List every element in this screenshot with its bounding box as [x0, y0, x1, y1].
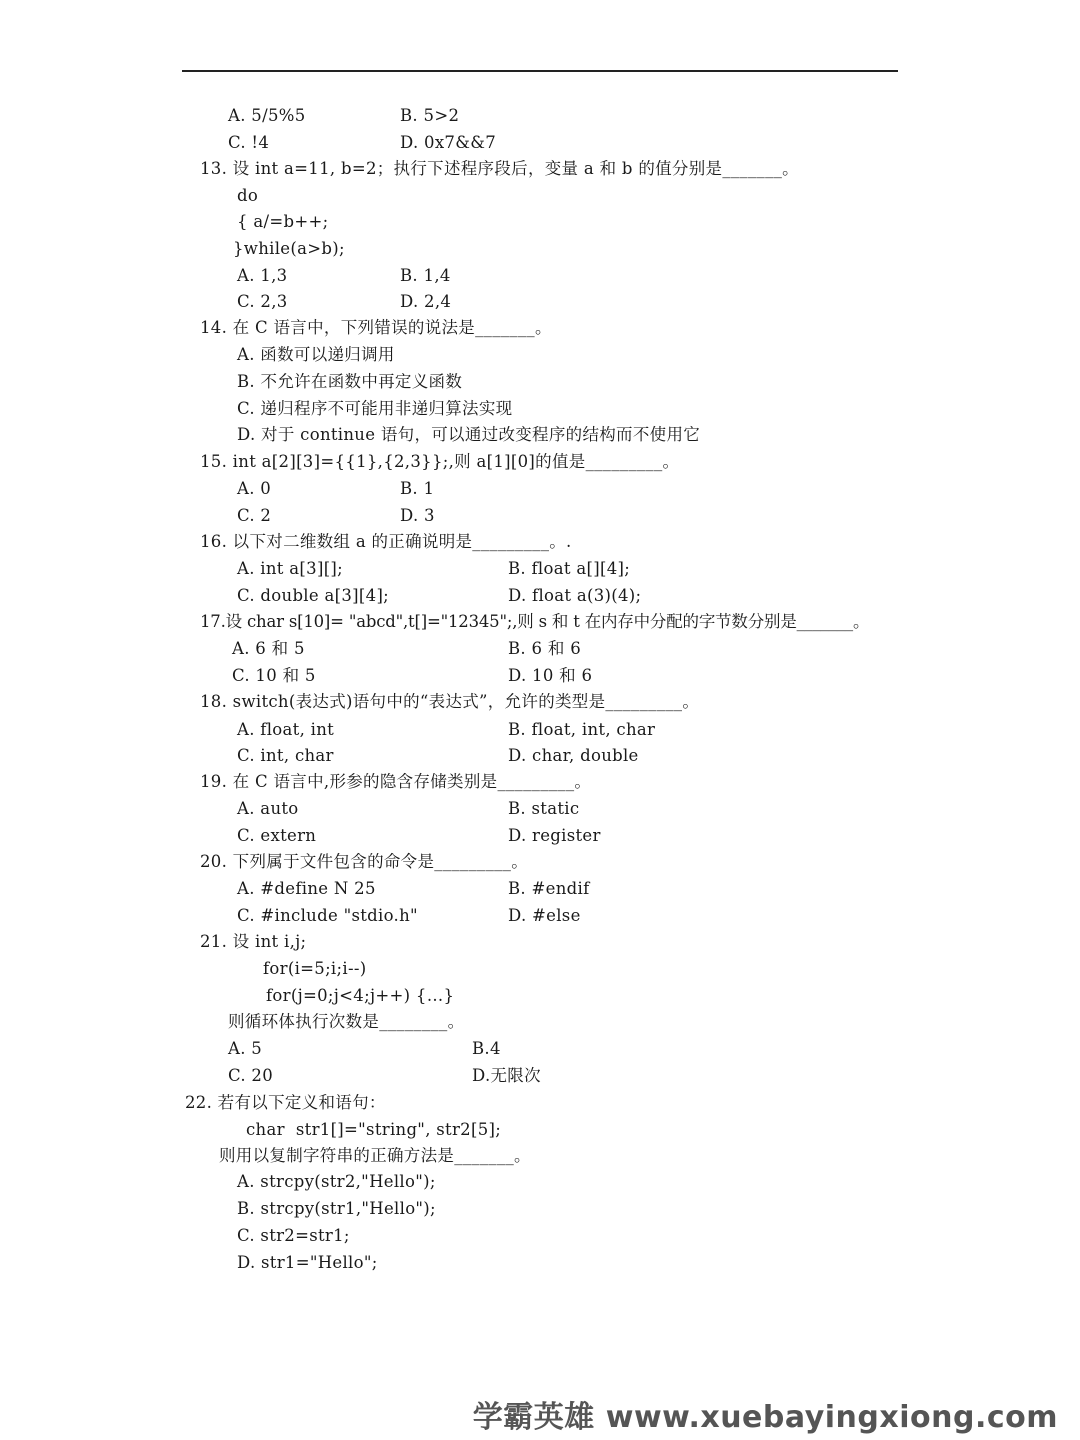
option-q14-d: D. 对于 continue 语句，可以通过改变程序的结构而不使用它 — [237, 425, 701, 444]
option-q15-d: D. 3 — [400, 506, 435, 525]
question-20: 20. 下列属于文件包含的命令是_________。 — [200, 852, 529, 871]
code-line: for(i=5;i;i--) — [263, 959, 367, 978]
option-q21-d: D.无限次 — [472, 1066, 541, 1085]
option-q17-c: C. 10 和 5 — [232, 666, 316, 685]
question-22-prompt: 则用以复制字符串的正确方法是_______。 — [219, 1146, 531, 1165]
option-q19-a: A. auto — [237, 799, 299, 818]
option-q14-b: B. 不允许在函数中再定义函数 — [237, 372, 463, 391]
option-q15-b: B. 1 — [400, 479, 435, 498]
question-21: 21. 设 int i,j; — [200, 932, 307, 951]
question-15: 15. int a[2][3]={{1},{2,3}};,则 a[1][0]的值是_________。 — [200, 452, 680, 471]
option-q17-a: A. 6 和 5 — [232, 639, 305, 658]
option-q22-a: A. strcpy(str2,"Hello"); — [237, 1172, 436, 1191]
option-q13-b: B. 1,4 — [400, 266, 451, 285]
option-q22-d: D. str1="Hello"; — [237, 1253, 378, 1272]
option-q16-d: D. float a(3)(4); — [508, 586, 642, 605]
code-line: for(j=0;j<4;j++) {…} — [266, 986, 455, 1005]
option-q21-c: C. 20 — [228, 1066, 274, 1085]
option-q12-a: A. 5/5%5 — [228, 106, 306, 125]
option-q13-c: C. 2,3 — [237, 292, 288, 311]
option-q17-b: B. 6 和 6 — [508, 639, 582, 658]
question-18: 18. switch(表达式)语句中的“表达式”，允许的类型是_________。 — [200, 692, 700, 711]
option-q18-b: B. float, int, char — [508, 720, 656, 739]
option-q16-b: B. float a[][4]; — [508, 559, 631, 578]
code-line: do — [237, 186, 259, 205]
option-q20-c: C. #include "stdio.h" — [237, 906, 418, 925]
option-q12-c: C. !4 — [228, 133, 270, 152]
option-q19-c: C. extern — [237, 826, 317, 845]
question-19: 19. 在 C 语言中,形参的隐含存储类别是_________。 — [200, 772, 592, 791]
code-line: }while(a>b); — [233, 239, 345, 258]
option-q19-b: B. static — [508, 799, 580, 818]
option-q21-b: B.4 — [472, 1039, 501, 1058]
question-21-prompt: 则循环体执行次数是________。 — [228, 1012, 465, 1031]
option-q18-c: C. int, char — [237, 746, 334, 765]
option-q22-b: B. strcpy(str1,"Hello"); — [237, 1199, 436, 1218]
code-line: char str1[]="string", str2[5]; — [246, 1120, 502, 1139]
option-q12-b: B. 5>2 — [400, 106, 460, 125]
option-q20-a: A. #define N 25 — [237, 879, 376, 898]
option-q15-a: A. 0 — [237, 479, 272, 498]
option-q20-b: B. #endif — [508, 879, 590, 898]
option-q19-d: D. register — [508, 826, 601, 845]
question-13: 13. 设 int a=11, b=2；执行下述程序段后，变量 a 和 b 的值分别是_______。 — [200, 159, 799, 178]
option-q14-c: C. 递归程序不可能用非递归算法实现 — [237, 399, 513, 418]
header-rule — [182, 70, 898, 72]
option-q21-a: A. 5 — [228, 1039, 263, 1058]
option-q12-d: D. 0x7&&7 — [400, 133, 497, 152]
question-17: 17.设 char s[10]= "abcd",t[]="12345";,则 s 和 t 在内存中分配的字节数分别是_______。 — [200, 612, 870, 631]
watermark: 学霸英雄 www.xuebayingxiong.com — [472, 1400, 1058, 1435]
option-q18-a: A. float, int — [237, 720, 335, 739]
option-q14-a: A. 函数可以递归调用 — [237, 345, 395, 364]
option-q22-c: C. str2=str1; — [237, 1226, 350, 1245]
option-q15-c: C. 2 — [237, 506, 272, 525]
question-22: 22. 若有以下定义和语句： — [185, 1093, 386, 1112]
option-q18-d: D. char, double — [508, 746, 639, 765]
option-q20-d: D. #else — [508, 906, 581, 925]
option-q13-a: A. 1,3 — [237, 266, 288, 285]
option-q17-d: D. 10 和 6 — [508, 666, 593, 685]
code-line: { a/=b++; — [237, 212, 329, 231]
question-16: 16. 以下对二维数组 a 的正确说明是_________。. — [200, 532, 572, 551]
option-q16-a: A. int a[3][]; — [237, 559, 344, 578]
option-q13-d: D. 2,4 — [400, 292, 452, 311]
option-q16-c: C. double a[3][4]; — [237, 586, 390, 605]
question-14: 14. 在 C 语言中，下列错误的说法是_______。 — [200, 318, 552, 337]
